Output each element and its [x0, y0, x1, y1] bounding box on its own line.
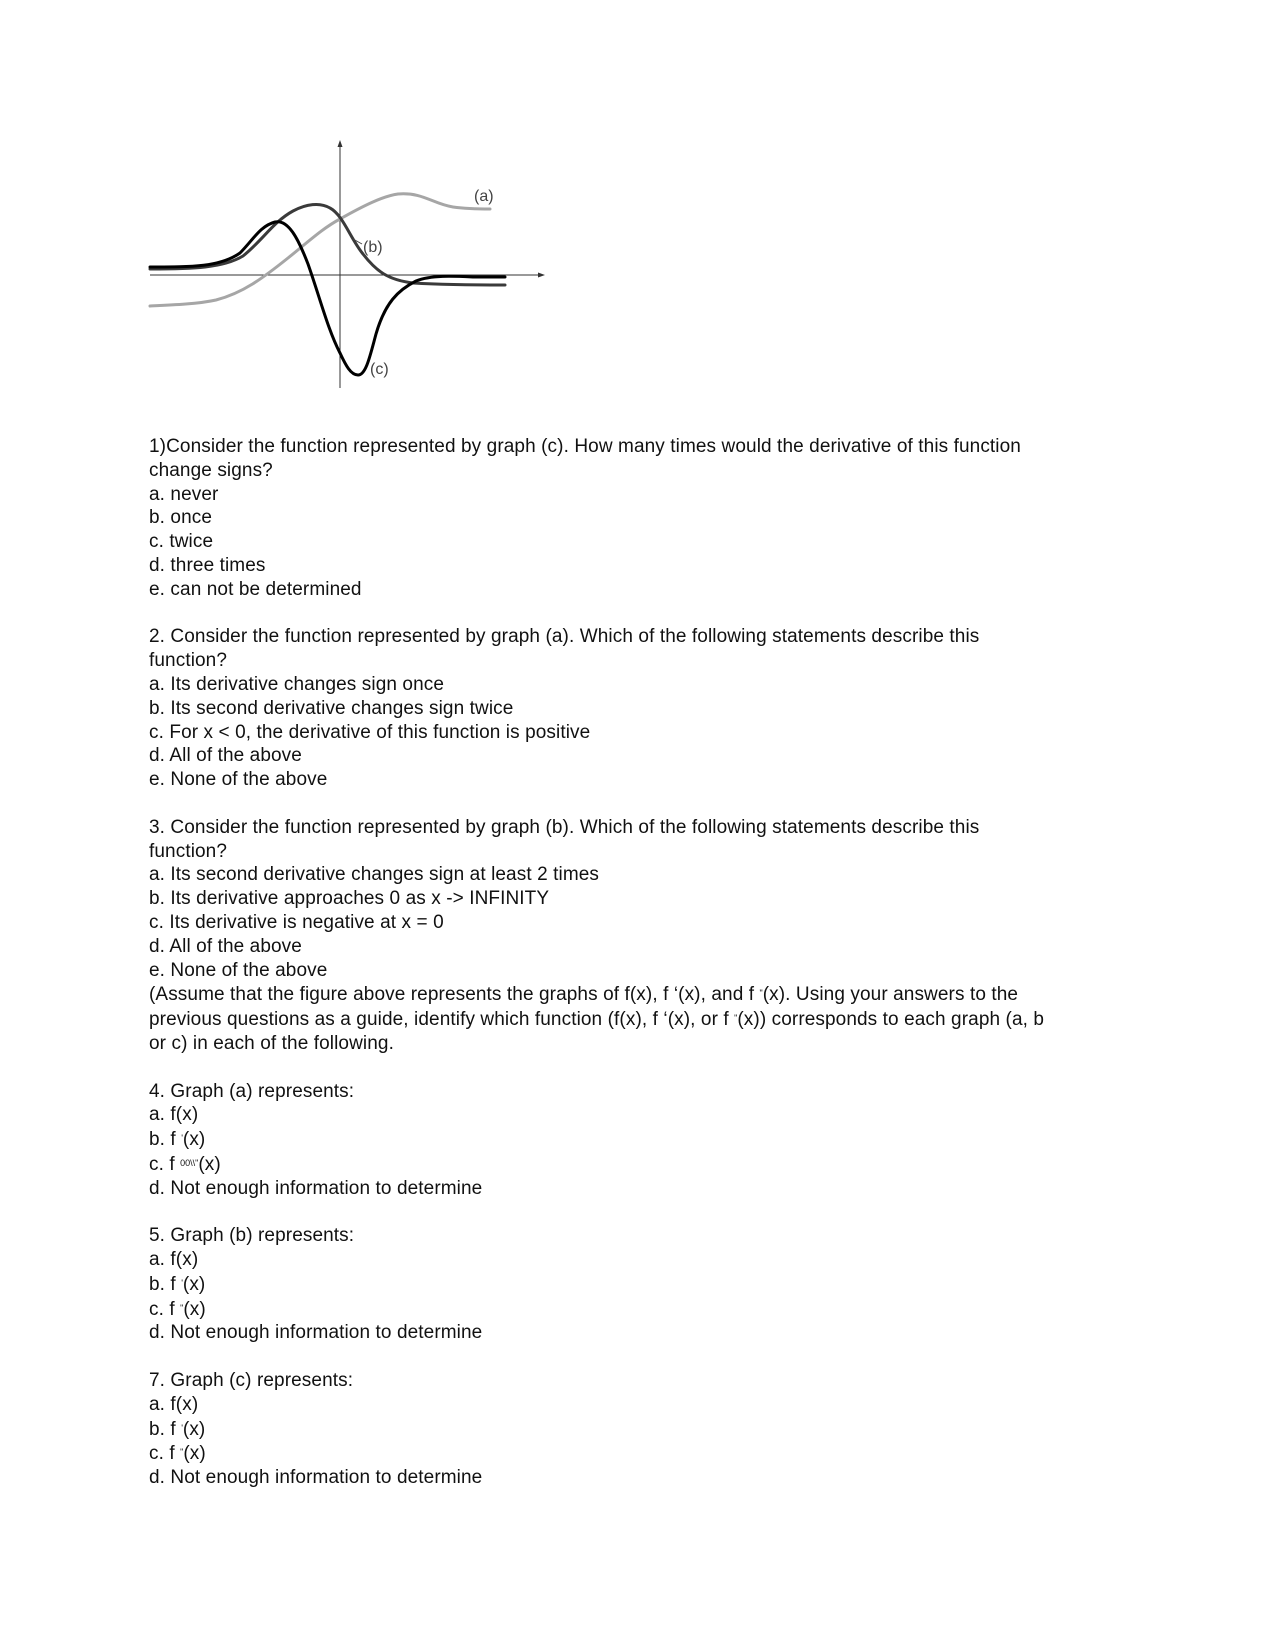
question-2: [149, 625, 1129, 792]
question-1-option-d: d. three times: [149, 554, 266, 576]
prime-mark: ': [181, 1277, 183, 1288]
question-7-option-c: [149, 1441, 1129, 1466]
option-text: (x): [182, 1418, 206, 1440]
garbled-prime-mark: 00\\": [180, 1157, 199, 1168]
note-text: (Assume that the figure above represents the graphs of f(x), f ‘(x), and f: [149, 984, 760, 1006]
double-prime-mark: ": [734, 1013, 738, 1024]
question-5-option-a: a. f(x): [149, 1249, 199, 1271]
question-3-option-e: e. None of the above: [149, 959, 328, 981]
option-text: c. f: [149, 1298, 181, 1320]
question-4-option-b: [149, 1127, 1129, 1152]
option-text: c. f: [149, 1153, 181, 1175]
question-2-option-e: e. None of the above: [149, 769, 328, 791]
question-5-option-c: [149, 1297, 1129, 1322]
question-5-option-d: d. Not enough information to determine: [149, 1322, 483, 1344]
question-1-option-e: e. can not be determined: [149, 578, 362, 600]
question-2-option-a: a. Its derivative changes sign once: [149, 673, 445, 695]
option-text: b. f: [149, 1418, 182, 1440]
questions-text: [149, 435, 1129, 1490]
option-text: (x): [183, 1443, 206, 1465]
y-axis-arrowhead: [338, 140, 343, 147]
note-text: (x). Using your answers to the: [762, 984, 1019, 1006]
prime-mark: ': [181, 1133, 183, 1144]
option-text: (x): [183, 1298, 206, 1320]
question-5: [149, 1224, 1129, 1345]
question-4-option-d: d. Not enough information to determine: [149, 1177, 483, 1199]
question-1-stem-line: change signs?: [149, 459, 273, 481]
question-5-stem: 5. Graph (b) represents:: [149, 1225, 355, 1247]
question-4-stem: 4. Graph (a) represents:: [149, 1080, 355, 1102]
question-2-stem-line: 2. Consider the function represented by graph (a). Which of the following statements describe this: [149, 626, 980, 648]
x-axis-arrowhead: [538, 273, 545, 278]
curve-a-label: (a): [474, 188, 494, 205]
question-7-option-b: [149, 1417, 1129, 1442]
question-1: [149, 435, 1129, 602]
curve-c-label: (c): [370, 361, 389, 378]
double-prime-mark: ": [180, 1302, 184, 1313]
option-text: (x): [198, 1153, 221, 1175]
curve-b-label: (b): [363, 239, 383, 256]
note-text: (x)) corresponds to each graph (a, b: [737, 1009, 1045, 1031]
question-2-option-b: b. Its second derivative changes sign twice: [149, 697, 514, 719]
option-text: b. f: [149, 1273, 182, 1295]
instruction-note-line: [149, 982, 1129, 1007]
question-5-option-b: [149, 1272, 1129, 1297]
question-3-option-d: d. All of the above: [149, 935, 302, 957]
question-7-option-d: d. Not enough information to determine: [149, 1467, 483, 1489]
question-3-stem-line: function?: [149, 840, 228, 862]
curve-b: [150, 204, 505, 285]
question-3-option-b: b. Its derivative approaches 0 as x -> INFINITY: [149, 888, 550, 910]
question-2-option-c: c. For x < 0, the derivative of this function is positive: [149, 721, 591, 743]
double-prime-mark: ": [180, 1447, 184, 1458]
question-7-stem: 7. Graph (c) represents:: [149, 1370, 354, 1392]
question-7: [149, 1369, 1129, 1490]
curve-a: [150, 194, 490, 306]
option-text: (x): [182, 1273, 206, 1295]
prime-mark: ': [181, 1422, 183, 1433]
question-1-option-a: a. never: [149, 483, 219, 505]
question-4-option-c: [149, 1152, 1129, 1177]
curve-c: [150, 222, 505, 375]
option-text: (x): [182, 1129, 206, 1151]
question-7-option-a: a. f(x): [149, 1393, 199, 1415]
question-4: [149, 1080, 1129, 1201]
question-1-option-c: c. twice: [149, 531, 214, 553]
note-text: previous questions as a guide, identify which function (f(x), f ‘(x), or f: [149, 1009, 735, 1031]
question-2-stem-line: function?: [149, 650, 228, 672]
question-3-stem-line: 3. Consider the function represented by graph (b). Which of the following statements describe this: [149, 816, 980, 838]
question-3-option-c: c. Its derivative is negative at x = 0: [149, 911, 444, 933]
option-text: b. f: [149, 1129, 182, 1151]
double-prime-mark: ": [759, 988, 763, 999]
option-text: c. f: [149, 1443, 181, 1465]
question-2-option-d: d. All of the above: [149, 745, 302, 767]
question-3-option-a: a. Its second derivative changes sign at least 2 times: [149, 864, 600, 886]
question-3: [149, 816, 1129, 1056]
instruction-note-line: or c) in each of the following.: [149, 1032, 394, 1054]
question-4-option-a: a. f(x): [149, 1104, 199, 1126]
instruction-note-line: [149, 1007, 1129, 1032]
question-1-option-b: b. once: [149, 507, 213, 529]
function-graphs-figure: [148, 138, 568, 400]
question-1-stem-line: 1)Consider the function represented by graph (c). How many times would the derivative of this function: [149, 436, 1021, 457]
